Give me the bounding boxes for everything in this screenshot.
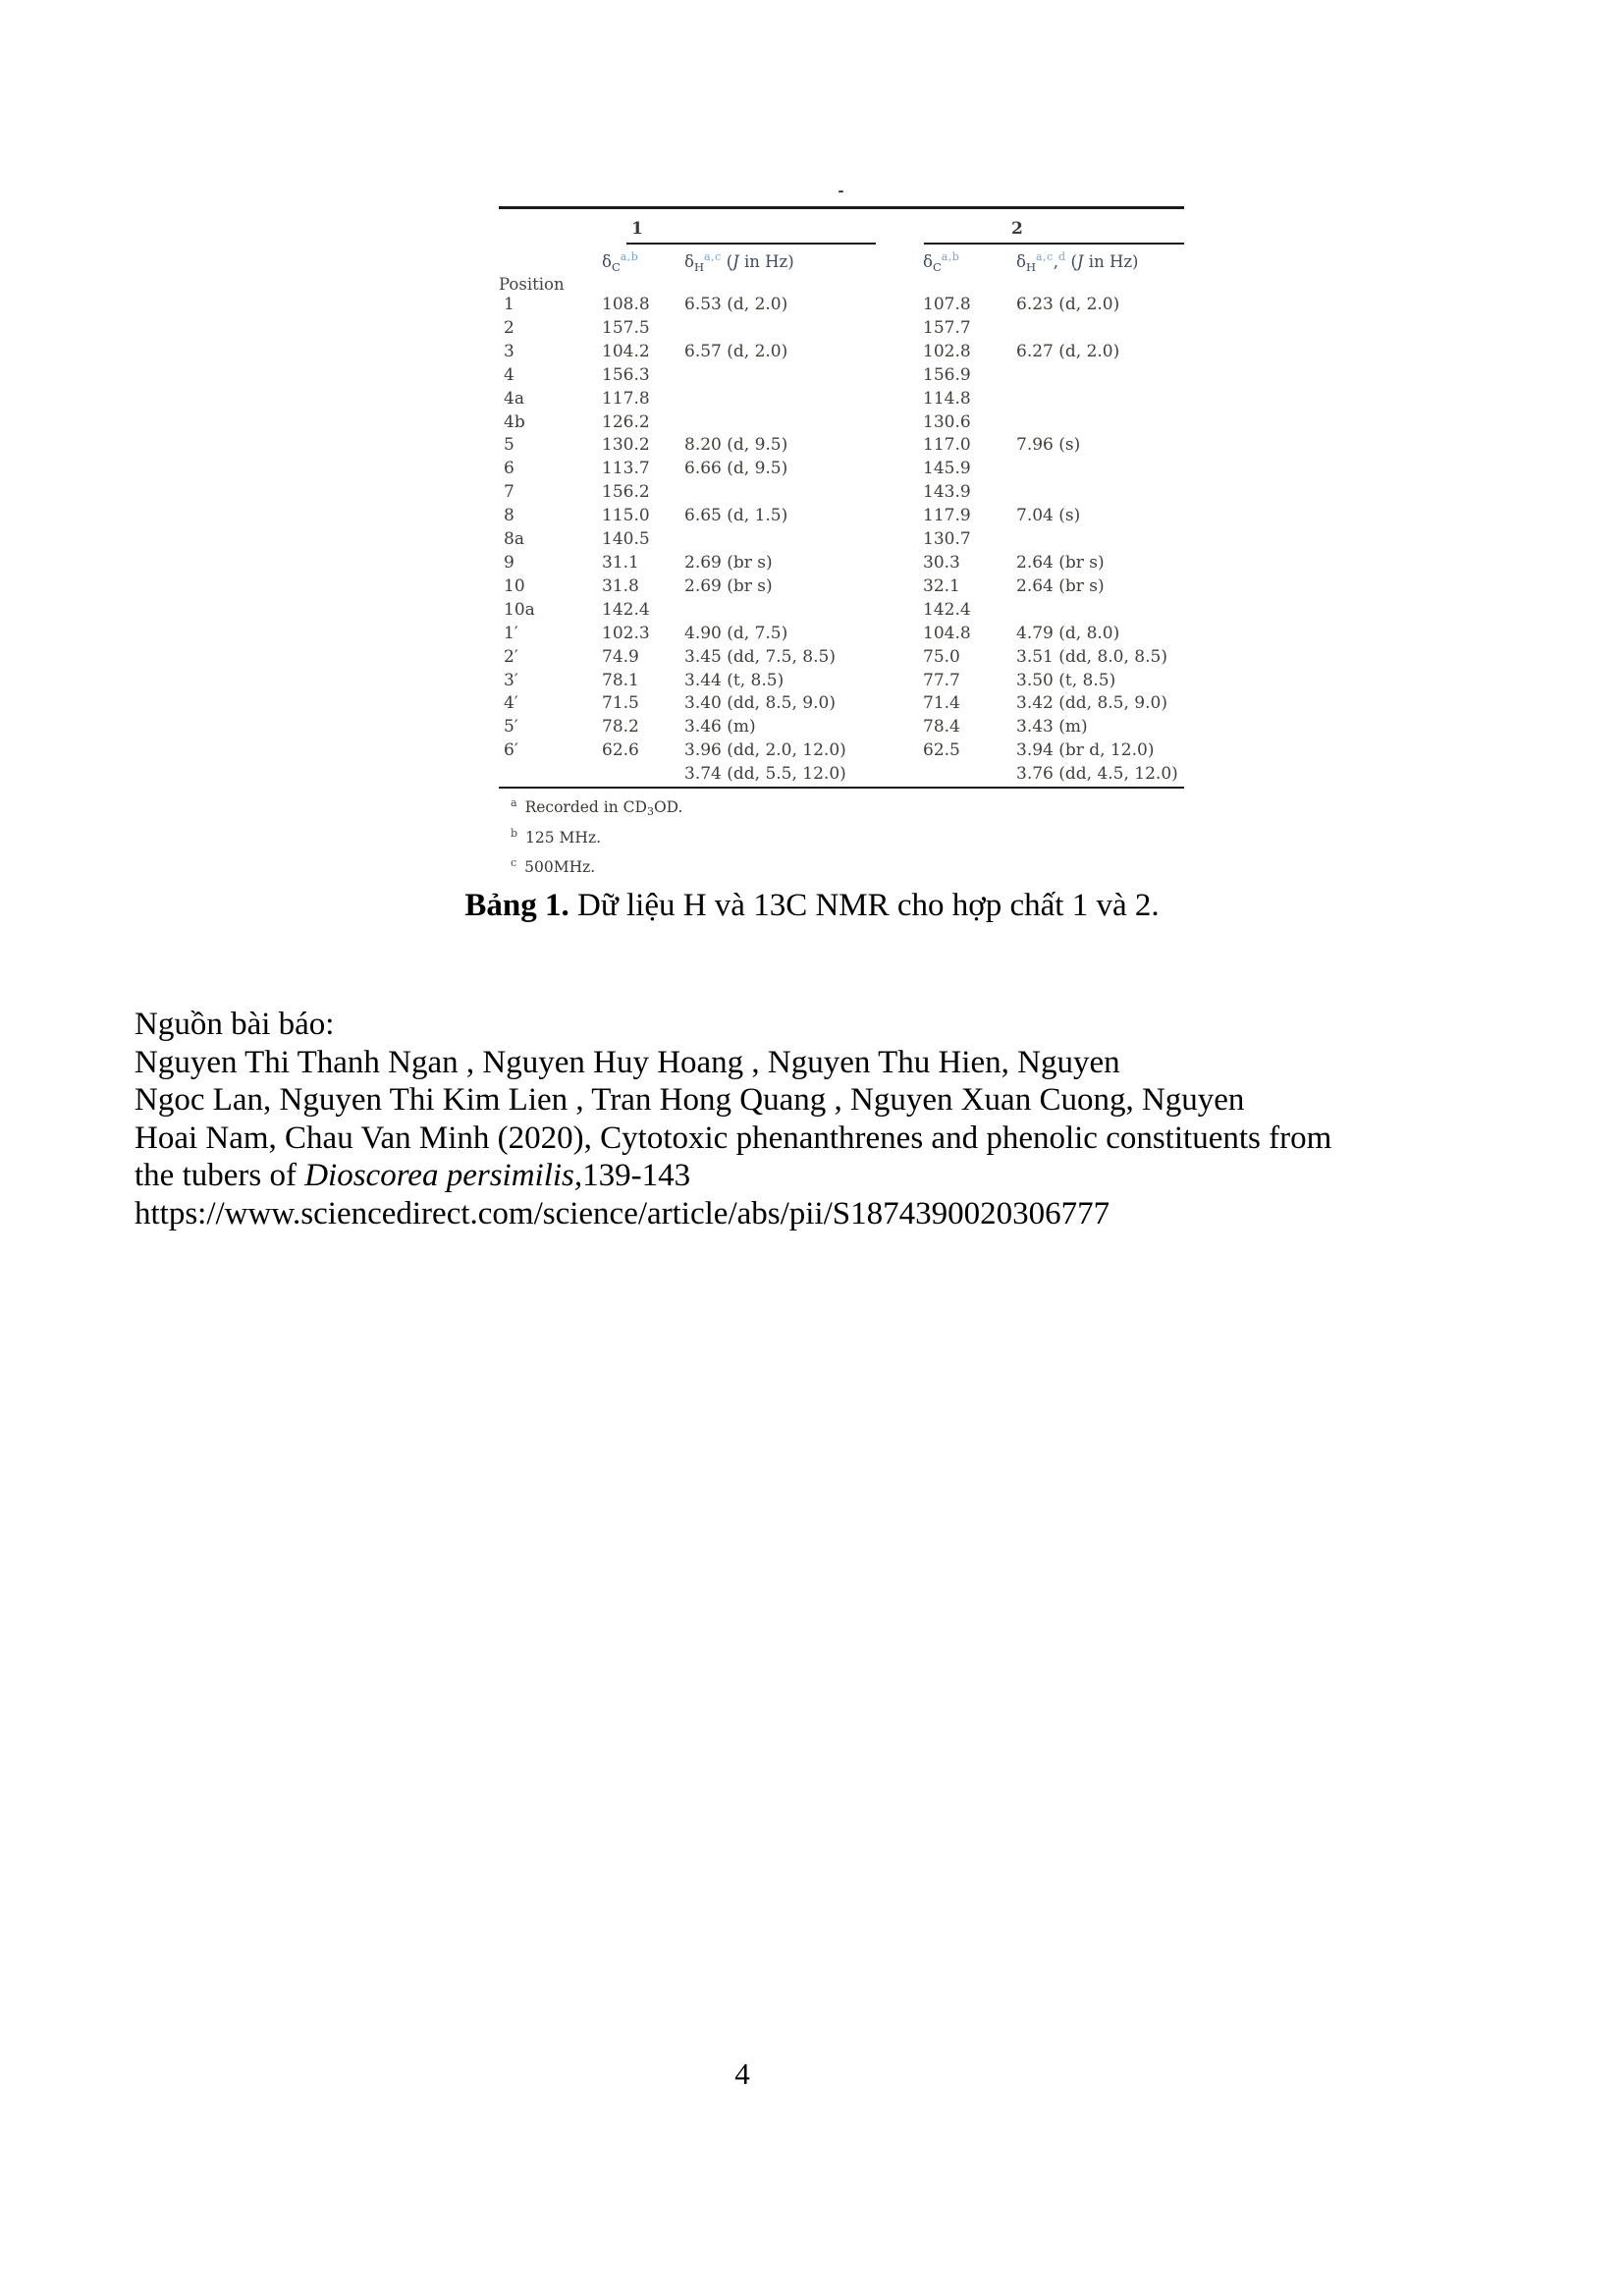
column-header-dh-2: $\delta_H^{a,c},^d$ (J in Hz) — [1016, 250, 1139, 274]
footnote-mark: b — [511, 826, 518, 840]
table-row — [499, 294, 1184, 317]
table-row — [499, 317, 1184, 341]
footnote — [511, 853, 1184, 884]
table-row — [499, 599, 1184, 623]
cell-value — [1011, 599, 1184, 623]
cell-value: 78.1 — [602, 670, 639, 690]
cell-position: 5 — [504, 435, 514, 456]
footnote — [511, 793, 1184, 824]
citation-italic-segment: Dioscorea persimilis, — [304, 1158, 583, 1194]
cell-value — [679, 388, 918, 411]
footnote-text: OD. — [653, 798, 683, 817]
table-group-header-row — [499, 208, 1184, 246]
cell-value: 6.53 (d, 2.0) — [684, 295, 788, 314]
group-header-compound-2 — [918, 208, 1184, 246]
cell-value: 104.2 — [602, 341, 650, 361]
cell-value: 2.64 (br s) — [1016, 552, 1105, 573]
cell-value: 3.42 (dd, 8.5, 9.0) — [1016, 693, 1167, 714]
table-row — [499, 575, 1184, 599]
cell-value: 115.0 — [602, 506, 650, 526]
footnote-text: 500MHz. — [524, 858, 596, 877]
citation-line — [135, 1120, 1578, 1158]
cell-value: 78.4 — [923, 717, 960, 738]
cell-value: 107.8 — [923, 295, 971, 314]
table-row — [499, 552, 1184, 575]
caption-text: Dữ liệu H và 13C NMR cho hợp chất 1 và 2. — [568, 888, 1160, 923]
cell-value: 102.3 — [602, 623, 650, 643]
cell-value: 104.8 — [923, 623, 971, 643]
nmr-table-block — [499, 180, 1184, 884]
cell-value: 2.69 (br s) — [684, 552, 773, 573]
footnote-mark: a — [511, 796, 517, 810]
cell-position — [499, 763, 597, 788]
group-header-compound-1 — [597, 208, 918, 246]
citation-line — [135, 1044, 1578, 1082]
column-header-dc-2: $\delta_C^{a,b}$ — [923, 250, 960, 274]
cell-value: 3.50 (t, 8.5) — [1016, 670, 1116, 690]
cell-value: 157.7 — [923, 317, 971, 338]
table-row — [499, 646, 1184, 670]
cell-value: 3.44 (t, 8.5) — [684, 670, 785, 690]
table-row — [499, 341, 1184, 364]
cell-position: 10 — [504, 575, 525, 596]
cell-value: 74.9 — [602, 646, 639, 667]
table-row — [499, 763, 1184, 788]
table-row — [499, 505, 1184, 528]
table-row — [499, 739, 1184, 763]
citation-segment: Hoai Nam, Chau Van Minh (2020), Cytotoxic phenanthrenes and phenolic constituents from — [135, 1120, 1332, 1156]
cell-value: 6.65 (d, 1.5) — [684, 506, 788, 526]
cell-position: 9 — [504, 552, 514, 573]
cell-position: 5′ — [504, 717, 518, 738]
citation-segment: the tubers of — [135, 1158, 305, 1194]
cell-value: 130.6 — [923, 411, 971, 432]
table-row — [499, 458, 1184, 481]
table-row — [499, 670, 1184, 693]
table-row — [499, 716, 1184, 739]
table-row — [499, 364, 1184, 388]
cell-position: 4a — [504, 388, 524, 409]
cell-value: 3.43 (m) — [1016, 717, 1088, 738]
column-header-dh-1: $\delta_H^{a,c}$ (J in Hz) — [684, 250, 794, 274]
table-subheader-row — [499, 245, 1184, 294]
cell-value: 130.7 — [923, 529, 971, 550]
footnote-text: Recorded in CD — [524, 798, 647, 817]
citation-segment: 139-143 — [582, 1158, 691, 1194]
cell-value: 126.2 — [602, 411, 650, 432]
cell-value: 117.0 — [923, 435, 971, 456]
table-caption — [0, 885, 1624, 926]
caption-number: Bảng 1. — [464, 888, 569, 923]
cell-value: 71.4 — [923, 693, 960, 714]
cell-value: 117.9 — [923, 506, 971, 526]
cell-value — [679, 411, 918, 435]
cell-value: 7.96 (s) — [1016, 435, 1081, 456]
cell-value: 3.74 (dd, 5.5, 12.0) — [684, 764, 846, 785]
table-footnotes — [499, 793, 1184, 884]
page-number: 4 — [734, 2056, 750, 2091]
nmr-table — [499, 206, 1184, 789]
cell-value: 145.9 — [923, 459, 971, 479]
column-header-position: Position — [499, 275, 565, 294]
cell-value: 78.2 — [602, 717, 639, 738]
cell-position: 4′ — [504, 693, 518, 714]
cell-position: 7 — [504, 482, 514, 503]
cell-value: 2.64 (br s) — [1016, 575, 1105, 596]
cell-value — [679, 481, 918, 505]
cell-position: 8a — [504, 529, 524, 550]
cell-value — [1011, 528, 1184, 552]
footnote-mark: c — [511, 856, 517, 870]
cell-value — [679, 364, 918, 388]
footnote-text: 125 MHz. — [525, 828, 602, 847]
cell-value: 77.7 — [923, 670, 960, 690]
cell-position: 10a — [504, 599, 535, 620]
cell-value: 3.51 (dd, 8.0, 8.5) — [1016, 646, 1167, 667]
cell-value: 140.5 — [602, 529, 650, 550]
cell-value: 130.2 — [602, 435, 650, 456]
footnote-subscript: 3 — [646, 805, 654, 819]
citation-line — [135, 1157, 1578, 1195]
cell-value: 156.3 — [602, 364, 650, 385]
cell-value: 108.8 — [602, 295, 650, 314]
cell-value — [1011, 458, 1184, 481]
cell-value: 62.5 — [923, 740, 960, 761]
cell-position: 2 — [504, 317, 514, 338]
cell-value: 3.40 (dd, 8.5, 9.0) — [684, 693, 836, 714]
cell-value: 157.5 — [602, 317, 650, 338]
cell-value: 6.57 (d, 2.0) — [684, 341, 788, 361]
cell-value: 3.96 (dd, 2.0, 12.0) — [684, 740, 846, 761]
table-top-dash: - — [838, 182, 845, 199]
cell-value: 62.6 — [602, 740, 639, 761]
cell-value: 3.76 (dd, 4.5, 12.0) — [1016, 764, 1178, 785]
cell-position: 3 — [504, 341, 514, 361]
citation-lines — [135, 1044, 1578, 1233]
cell-position: 1 — [504, 295, 514, 314]
table-row — [499, 528, 1184, 552]
citation-segment: Nguyen Thi Thanh Ngan , Nguyen Huy Hoang , Nguyen Thu Hien, Nguyen — [135, 1044, 1120, 1080]
table-row — [499, 434, 1184, 458]
cell-value: 2.69 (br s) — [684, 575, 773, 596]
cell-value: 117.8 — [602, 388, 650, 409]
table-row — [499, 692, 1184, 716]
cell-value — [1011, 317, 1184, 341]
cell-value: 142.4 — [602, 599, 650, 620]
group-1-label: 1 — [631, 219, 643, 239]
cell-value: 3.94 (br d, 12.0) — [1016, 740, 1155, 761]
cell-value: 6.27 (d, 2.0) — [1016, 341, 1120, 361]
cell-position: 6 — [504, 459, 514, 479]
cell-value: 156.9 — [923, 364, 971, 385]
cell-value: 4.90 (d, 7.5) — [684, 623, 788, 643]
cell-position: 4b — [504, 411, 525, 432]
footnote — [511, 824, 1184, 854]
citation-line — [135, 1195, 1578, 1233]
cell-value: 31.1 — [602, 552, 639, 573]
cell-value — [679, 317, 918, 341]
cell-value — [597, 763, 679, 788]
citation-segment: https://www.sciencedirect.com/science/article/abs/pii/S1874390020306777 — [135, 1195, 1110, 1231]
table-row — [499, 481, 1184, 505]
cell-position: 4 — [504, 364, 514, 385]
source-block — [135, 1006, 1578, 1233]
cell-value — [679, 599, 918, 623]
group-2-label: 2 — [1011, 219, 1023, 239]
cell-value: 71.5 — [602, 693, 639, 714]
cell-value: 31.8 — [602, 575, 639, 596]
cell-value: 6.66 (d, 9.5) — [684, 459, 788, 479]
cell-position: 2′ — [504, 646, 518, 667]
cell-value: 30.3 — [923, 552, 960, 573]
table-row — [499, 411, 1184, 435]
cell-position: 8 — [504, 506, 514, 526]
cell-value: 114.8 — [923, 388, 971, 409]
cell-value: 3.45 (dd, 7.5, 8.5) — [684, 646, 836, 667]
cell-value — [1011, 411, 1184, 435]
cell-value — [1011, 364, 1184, 388]
source-heading: Nguồn bài báo: — [135, 1007, 335, 1042]
cell-value: 8.20 (d, 9.5) — [684, 435, 788, 456]
cell-value: 102.8 — [923, 341, 971, 361]
cell-value: 7.04 (s) — [1016, 506, 1081, 526]
cell-position: 6′ — [504, 740, 518, 761]
cell-value: 6.23 (d, 2.0) — [1016, 295, 1120, 314]
cell-value — [1011, 481, 1184, 505]
cell-position: 3′ — [504, 670, 518, 690]
cell-value: 143.9 — [923, 482, 971, 503]
cell-value — [1011, 388, 1184, 411]
table-row — [499, 388, 1184, 411]
cell-position: 1′ — [504, 623, 518, 643]
column-header-dc-1: $\delta_C^{a,b}$ — [602, 250, 639, 274]
cell-value — [679, 528, 918, 552]
cell-value: 75.0 — [923, 646, 960, 667]
cell-value: 3.46 (m) — [684, 717, 756, 738]
cell-value: 113.7 — [602, 459, 650, 479]
table-row — [499, 623, 1184, 646]
citation-line — [135, 1081, 1578, 1120]
citation-segment: Ngoc Lan, Nguyen Thi Kim Lien , Tran Hong Quang , Nguyen Xuan Cuong, Nguyen — [135, 1082, 1245, 1119]
cell-value: 156.2 — [602, 482, 650, 503]
cell-value: 32.1 — [923, 575, 960, 596]
cell-value: 4.79 (d, 8.0) — [1016, 623, 1120, 643]
cell-value — [918, 763, 1011, 788]
table-body — [499, 294, 1184, 788]
cell-value: 142.4 — [923, 599, 971, 620]
